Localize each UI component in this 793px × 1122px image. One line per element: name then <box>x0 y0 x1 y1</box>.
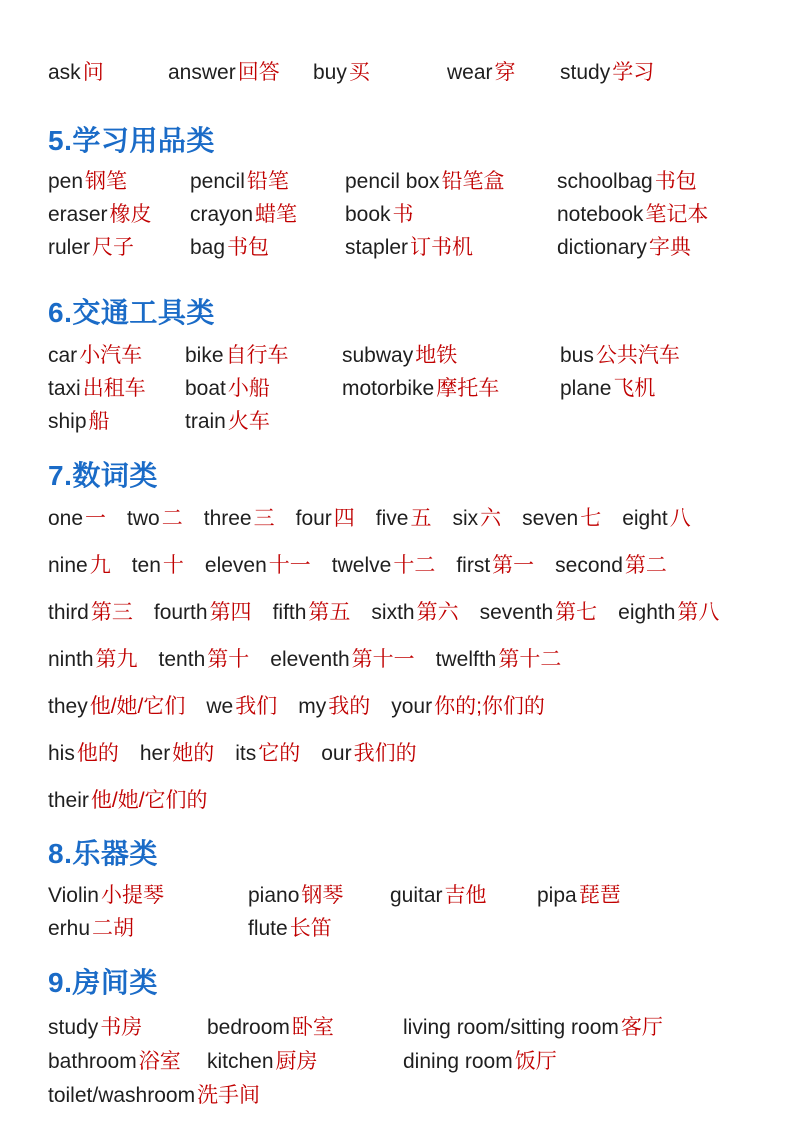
chinese-translation: 你的;你们的 <box>434 695 545 718</box>
word-pair <box>313 56 447 89</box>
word-rows <box>48 879 753 945</box>
word-pair <box>48 165 190 198</box>
word-row <box>48 56 753 89</box>
english-word: our <box>321 742 352 765</box>
english-word: seventh <box>479 601 554 624</box>
word-pair <box>456 542 534 589</box>
english-word: ship <box>48 410 87 433</box>
english-word: bedroom <box>207 1016 290 1039</box>
english-word: six <box>452 507 479 530</box>
english-word: car <box>48 344 78 367</box>
english-word: buy <box>313 61 347 84</box>
section-heading: 8.乐器类 <box>48 838 158 869</box>
english-word: schoolbag <box>557 170 653 193</box>
word-row <box>48 231 753 264</box>
english-word: study <box>560 61 611 84</box>
english-word: fifth <box>272 601 307 624</box>
english-word: two <box>127 507 160 530</box>
english-word: flute <box>248 917 288 940</box>
word-row <box>48 730 753 777</box>
word-pair <box>436 636 562 683</box>
word-pair <box>321 730 416 777</box>
english-word: five <box>375 507 409 530</box>
word-pair <box>48 405 185 438</box>
chinese-translation: 小汽车 <box>79 344 143 367</box>
word-pair <box>48 912 248 945</box>
chinese-translation: 客厅 <box>620 1016 663 1039</box>
chinese-translation: 二胡 <box>92 917 135 940</box>
english-word: kitchen <box>207 1050 274 1073</box>
chinese-translation: 火车 <box>227 410 270 433</box>
english-word: dining room <box>403 1050 513 1073</box>
word-row <box>48 1045 753 1079</box>
chinese-translation: 我的 <box>328 695 371 718</box>
word-row <box>48 165 753 198</box>
chinese-translation: 八 <box>669 507 691 530</box>
word-pair <box>537 879 753 912</box>
chinese-translation: 字典 <box>648 236 691 259</box>
word-pair <box>206 683 277 730</box>
word-pair <box>48 1079 261 1113</box>
english-word: eighth <box>618 601 676 624</box>
word-pair <box>447 56 560 89</box>
chinese-translation: 厨房 <box>275 1050 318 1073</box>
english-word: ten <box>131 554 161 577</box>
word-pair <box>132 542 184 589</box>
english-word: three <box>203 507 252 530</box>
word-rows <box>48 56 753 89</box>
word-rows <box>48 1011 753 1113</box>
chinese-translation: 飞机 <box>613 377 656 400</box>
chinese-translation: 十二 <box>393 554 436 577</box>
word-pair <box>48 1045 207 1079</box>
chinese-translation: 蜡笔 <box>255 203 298 226</box>
chinese-translation: 洗手间 <box>197 1084 261 1107</box>
word-pair <box>342 339 560 372</box>
english-word: fourth <box>153 601 208 624</box>
chinese-translation: 一 <box>85 507 107 530</box>
chinese-translation: 书包 <box>654 170 697 193</box>
chinese-translation: 第九 <box>95 648 138 671</box>
english-word: train <box>185 410 226 433</box>
english-word: pencil box <box>345 170 440 193</box>
english-word: notebook <box>557 203 644 226</box>
word-row <box>48 1011 753 1045</box>
chinese-translation: 铅笔盒 <box>441 170 505 193</box>
english-word: plane <box>560 377 612 400</box>
section-s7 <box>48 457 753 824</box>
word-pair <box>248 912 390 945</box>
chinese-translation: 吉他 <box>444 884 487 907</box>
word-row <box>48 1079 753 1113</box>
word-pair <box>185 339 342 372</box>
chinese-translation: 我们 <box>235 695 278 718</box>
word-row <box>48 589 753 636</box>
chinese-translation: 回答 <box>237 61 280 84</box>
chinese-translation: 第八 <box>677 601 720 624</box>
chinese-translation: 第一 <box>492 554 535 577</box>
chinese-translation: 小船 <box>227 377 270 400</box>
chinese-translation: 订书机 <box>410 236 474 259</box>
english-word: bag <box>190 236 226 259</box>
word-row <box>48 405 753 438</box>
chinese-translation: 摩托车 <box>436 377 500 400</box>
word-pair <box>452 495 501 542</box>
english-word: subway <box>342 344 414 367</box>
word-row <box>48 912 753 945</box>
word-pair <box>345 198 557 231</box>
chinese-translation: 笔记本 <box>645 203 709 226</box>
word-pair <box>560 339 753 372</box>
english-word: seven <box>522 507 579 530</box>
english-word: tenth <box>158 648 206 671</box>
word-pair <box>557 231 753 264</box>
chinese-translation: 琵琶 <box>578 884 621 907</box>
english-word: study <box>48 1016 99 1039</box>
word-pair <box>273 589 351 636</box>
english-word: your <box>391 695 433 718</box>
word-pair <box>48 636 138 683</box>
chinese-translation: 铅笔 <box>246 170 289 193</box>
english-word: dictionary <box>557 236 647 259</box>
word-row <box>48 198 753 231</box>
chinese-translation: 十一 <box>268 554 311 577</box>
english-word: eight <box>622 507 668 530</box>
word-pair <box>48 1011 207 1045</box>
word-pair <box>560 56 753 89</box>
word-pair <box>48 730 119 777</box>
english-word: bus <box>560 344 594 367</box>
chinese-translation: 学习 <box>612 61 655 84</box>
chinese-translation: 我们的 <box>353 742 417 765</box>
english-word: living room/sitting room <box>403 1016 619 1039</box>
word-rows <box>48 339 753 438</box>
chinese-translation: 第四 <box>209 601 252 624</box>
chinese-translation: 第三 <box>90 601 133 624</box>
chinese-translation: 二 <box>161 507 183 530</box>
chinese-translation: 长笛 <box>289 917 332 940</box>
english-word: one <box>48 507 84 530</box>
word-row <box>48 777 753 824</box>
english-word: bike <box>185 344 224 367</box>
chinese-translation: 钢琴 <box>301 884 344 907</box>
english-word: pipa <box>537 884 577 907</box>
section-heading: 9.房间类 <box>48 967 158 998</box>
word-pair <box>298 683 370 730</box>
english-word: boat <box>185 377 226 400</box>
word-pair <box>190 198 345 231</box>
word-row <box>48 636 753 683</box>
chinese-translation: 自行车 <box>225 344 289 367</box>
word-row <box>48 372 753 405</box>
english-word: stapler <box>345 236 409 259</box>
word-row <box>48 683 753 730</box>
chinese-translation: 公共汽车 <box>595 344 680 367</box>
english-word: crayon <box>190 203 254 226</box>
word-pair <box>154 589 252 636</box>
word-pair <box>557 198 753 231</box>
english-word: Violin <box>48 884 99 907</box>
chinese-translation: 三 <box>253 507 275 530</box>
english-word: her <box>139 742 171 765</box>
word-pair <box>522 495 601 542</box>
word-pair <box>48 372 185 405</box>
chinese-translation: 出租车 <box>82 377 146 400</box>
word-pair <box>190 231 345 264</box>
word-pair <box>159 636 250 683</box>
english-word: we <box>206 695 234 718</box>
english-word: first <box>456 554 491 577</box>
english-word: its <box>235 742 257 765</box>
word-pair <box>207 1045 403 1079</box>
chinese-translation: 小提琴 <box>100 884 164 907</box>
word-pair <box>342 372 560 405</box>
english-word: sixth <box>371 601 415 624</box>
english-word: answer <box>168 61 236 84</box>
word-row <box>48 542 753 589</box>
word-pair <box>48 777 208 824</box>
english-word: pen <box>48 170 84 193</box>
chinese-translation: 他/她/它们的 <box>90 789 208 812</box>
chinese-translation: 第十二 <box>498 648 562 671</box>
word-pair <box>371 589 458 636</box>
english-word: ask <box>48 61 81 84</box>
word-pair <box>204 495 275 542</box>
word-pair <box>168 56 313 89</box>
english-word: eraser <box>48 203 108 226</box>
word-pair <box>622 495 691 542</box>
chinese-translation: 第七 <box>555 601 598 624</box>
word-pair <box>248 879 390 912</box>
chinese-translation: 九 <box>89 554 111 577</box>
chinese-translation: 卧室 <box>291 1016 334 1039</box>
english-word: motorbike <box>342 377 435 400</box>
chinese-translation: 第五 <box>308 601 351 624</box>
word-pair <box>332 542 436 589</box>
word-pair <box>48 879 248 912</box>
english-word: my <box>298 695 327 718</box>
english-word: erhu <box>48 917 91 940</box>
word-pair <box>48 339 185 372</box>
word-pair <box>403 1045 753 1079</box>
chinese-translation: 他的 <box>76 742 119 765</box>
english-word: book <box>345 203 391 226</box>
word-pair <box>190 165 345 198</box>
chinese-translation: 它的 <box>258 742 301 765</box>
word-pair <box>270 636 414 683</box>
chinese-translation: 尺子 <box>92 236 135 259</box>
chinese-translation: 书房 <box>100 1016 143 1039</box>
word-rows <box>48 165 753 264</box>
chinese-translation: 饭厅 <box>514 1050 557 1073</box>
chinese-translation: 她的 <box>172 742 215 765</box>
word-pair <box>205 542 311 589</box>
chinese-translation: 浴室 <box>138 1050 181 1073</box>
chinese-translation: 他/她/它们 <box>89 695 186 718</box>
english-word: eleven <box>204 554 267 577</box>
word-pair <box>48 542 111 589</box>
chinese-translation: 书包 <box>227 236 270 259</box>
chinese-translation: 第二 <box>624 554 667 577</box>
chinese-translation: 四 <box>333 507 355 530</box>
word-pair <box>140 730 214 777</box>
chinese-translation: 第十一 <box>351 648 415 671</box>
chinese-translation: 七 <box>580 507 602 530</box>
section-s5 <box>48 122 753 264</box>
english-word: ruler <box>48 236 91 259</box>
word-pair <box>345 165 557 198</box>
section-heading: 5.学习用品类 <box>48 125 215 156</box>
english-word: taxi <box>48 377 81 400</box>
english-word: pencil <box>190 170 245 193</box>
word-pair <box>48 589 133 636</box>
word-pair <box>345 231 557 264</box>
word-pair <box>555 542 667 589</box>
chinese-translation: 钢笔 <box>85 170 128 193</box>
chinese-translation: 船 <box>88 410 110 433</box>
word-pair <box>48 683 185 730</box>
english-word: they <box>48 695 88 718</box>
word-pair <box>480 589 598 636</box>
word-pair <box>48 56 168 89</box>
english-word: bathroom <box>48 1050 137 1073</box>
section-heading: 7.数词类 <box>48 460 158 491</box>
word-rows <box>48 495 753 824</box>
word-row <box>48 879 753 912</box>
word-pair <box>235 730 300 777</box>
chinese-translation: 地铁 <box>415 344 458 367</box>
chinese-translation: 买 <box>348 61 370 84</box>
word-pair <box>557 165 753 198</box>
english-word: third <box>48 601 89 624</box>
chinese-translation: 十 <box>162 554 184 577</box>
word-pair <box>391 683 545 730</box>
word-pair <box>403 1011 753 1045</box>
english-word: piano <box>248 884 300 907</box>
section-s8 <box>48 835 753 945</box>
chinese-translation: 五 <box>410 507 432 530</box>
english-word: second <box>555 554 623 577</box>
word-pair <box>48 495 106 542</box>
word-pair <box>618 589 719 636</box>
english-word: toilet/washroom <box>48 1084 196 1107</box>
english-word: ninth <box>48 648 94 671</box>
section-verbs <box>48 56 753 89</box>
section-s6 <box>48 294 753 438</box>
word-row <box>48 339 753 372</box>
word-pair <box>185 372 342 405</box>
word-row <box>48 495 753 542</box>
english-word: four <box>295 507 332 530</box>
chinese-translation: 第十 <box>207 648 250 671</box>
english-word: his <box>48 742 75 765</box>
word-pair <box>390 879 537 912</box>
english-word: nine <box>48 554 88 577</box>
chinese-translation: 书 <box>392 203 414 226</box>
english-word: twelve <box>331 554 392 577</box>
word-pair <box>207 1011 403 1045</box>
chinese-translation: 第六 <box>416 601 459 624</box>
english-word: their <box>48 789 89 812</box>
word-pair <box>48 198 190 231</box>
word-pair <box>560 372 753 405</box>
chinese-translation: 六 <box>480 507 502 530</box>
word-pair <box>376 495 432 542</box>
english-word: guitar <box>390 884 443 907</box>
word-pair <box>48 231 190 264</box>
word-pair <box>185 405 342 438</box>
word-pair <box>296 495 355 542</box>
english-word: eleventh <box>270 648 350 671</box>
section-s9 <box>48 964 753 1113</box>
chinese-translation: 橡皮 <box>109 203 152 226</box>
chinese-translation: 问 <box>82 61 104 84</box>
english-word: wear <box>447 61 493 84</box>
section-heading: 6.交通工具类 <box>48 297 215 328</box>
english-word: twelfth <box>435 648 497 671</box>
word-pair <box>127 495 183 542</box>
chinese-translation: 穿 <box>494 61 516 84</box>
